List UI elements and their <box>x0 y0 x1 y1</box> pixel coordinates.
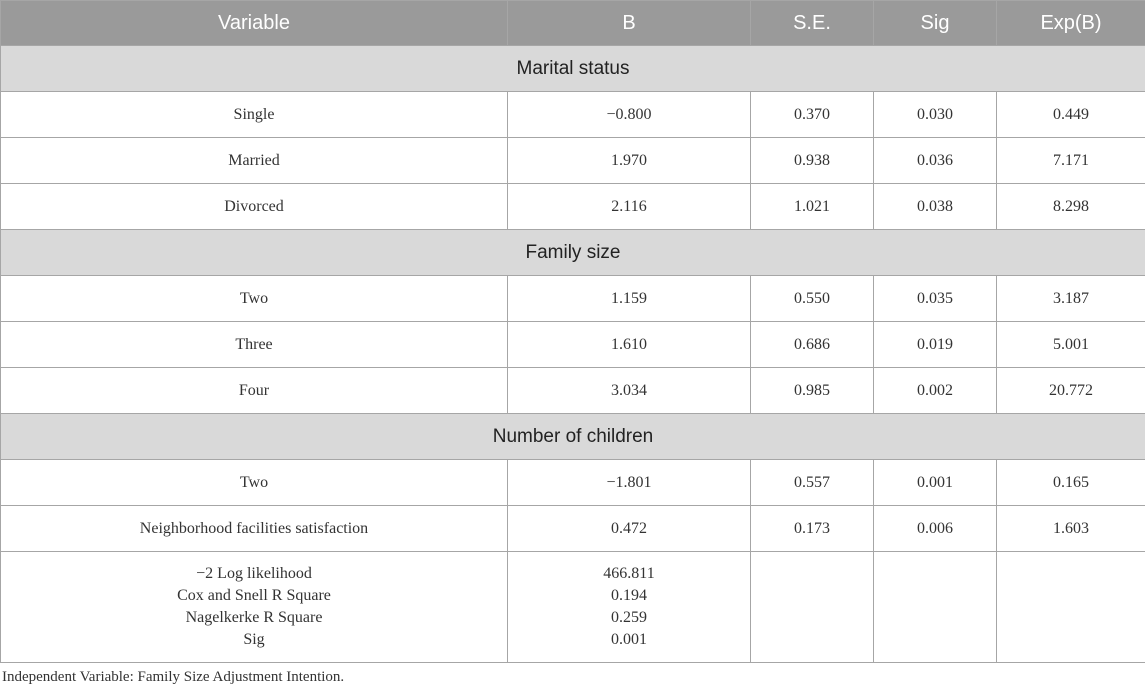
table-row <box>1 368 1145 414</box>
stat-value: 0.259 <box>611 609 647 626</box>
header-expb: Exp(B) <box>997 1 1145 46</box>
header-b: B <box>508 1 751 46</box>
cell-b: 0.472 <box>508 506 751 552</box>
cell-expb: 7.171 <box>997 138 1145 184</box>
section-title: Family size <box>1 230 1145 276</box>
stat-label: Cox and Snell R Square <box>177 587 331 604</box>
cell-expb: 20.772 <box>997 368 1145 414</box>
cell-b: −0.800 <box>508 92 751 138</box>
table-body <box>1 46 1145 663</box>
cell-expb: 0.449 <box>997 92 1145 138</box>
cell-b: 3.034 <box>508 368 751 414</box>
cell-variable: Neighborhood facilities satisfaction <box>1 506 508 552</box>
cell-se: 0.550 <box>751 276 874 322</box>
cell-sig: 0.001 <box>874 460 997 506</box>
section-row-marital-status <box>1 46 1145 92</box>
stat-value: 0.001 <box>611 631 647 648</box>
cell-variable: Four <box>1 368 508 414</box>
cell-sig: 0.036 <box>874 138 997 184</box>
empty-cell <box>751 552 874 663</box>
table-row <box>1 322 1145 368</box>
cell-sig: 0.006 <box>874 506 997 552</box>
cell-sig: 0.030 <box>874 92 997 138</box>
cell-variable: Single <box>1 92 508 138</box>
table-row <box>1 460 1145 506</box>
table-footnote: Independent Variable: Family Size Adjustment Intention. <box>2 669 345 685</box>
cell-expb: 3.187 <box>997 276 1145 322</box>
section-row-family-size <box>1 230 1145 276</box>
empty-cell <box>874 552 997 663</box>
cell-b: 1.970 <box>508 138 751 184</box>
cell-se: 1.021 <box>751 184 874 230</box>
cell-b: 2.116 <box>508 184 751 230</box>
cell-variable: Divorced <box>1 184 508 230</box>
cell-b: 1.159 <box>508 276 751 322</box>
model-stats-labels <box>1 552 508 663</box>
table-row <box>1 276 1145 322</box>
cell-expb: 5.001 <box>997 322 1145 368</box>
cell-variable: Married <box>1 138 508 184</box>
cell-variable: Two <box>1 276 508 322</box>
cell-expb: 8.298 <box>997 184 1145 230</box>
cell-se: 0.370 <box>751 92 874 138</box>
stat-label: −2 Log likelihood <box>196 565 312 582</box>
stat-label: Sig <box>243 631 265 648</box>
stat-value: 0.194 <box>611 587 647 604</box>
header-sig: Sig <box>874 1 997 46</box>
table-header <box>1 1 1145 46</box>
model-stats-row <box>1 552 1145 663</box>
empty-cell <box>997 552 1145 663</box>
cell-sig: 0.038 <box>874 184 997 230</box>
cell-sig: 0.035 <box>874 276 997 322</box>
stat-label: Nagelkerke R Square <box>185 609 323 626</box>
cell-se: 0.938 <box>751 138 874 184</box>
table-row <box>1 506 1145 552</box>
cell-se: 0.686 <box>751 322 874 368</box>
cell-variable: Two <box>1 460 508 506</box>
stat-value: 466.811 <box>603 565 655 582</box>
header-row <box>1 1 1145 46</box>
cell-expb: 0.165 <box>997 460 1145 506</box>
section-row-number-of-children <box>1 414 1145 460</box>
cell-se: 0.985 <box>751 368 874 414</box>
model-stats-values <box>508 552 751 663</box>
cell-b: 1.610 <box>508 322 751 368</box>
section-title: Marital status <box>1 46 1145 92</box>
cell-variable: Three <box>1 322 508 368</box>
table-row <box>1 138 1145 184</box>
cell-expb: 1.603 <box>997 506 1145 552</box>
header-se: S.E. <box>751 1 874 46</box>
table-row <box>1 184 1145 230</box>
cell-se: 0.557 <box>751 460 874 506</box>
header-variable: Variable <box>1 1 508 46</box>
table-row <box>1 92 1145 138</box>
cell-se: 0.173 <box>751 506 874 552</box>
cell-sig: 0.002 <box>874 368 997 414</box>
section-title: Number of children <box>1 414 1145 460</box>
cell-sig: 0.019 <box>874 322 997 368</box>
cell-b: −1.801 <box>508 460 751 506</box>
